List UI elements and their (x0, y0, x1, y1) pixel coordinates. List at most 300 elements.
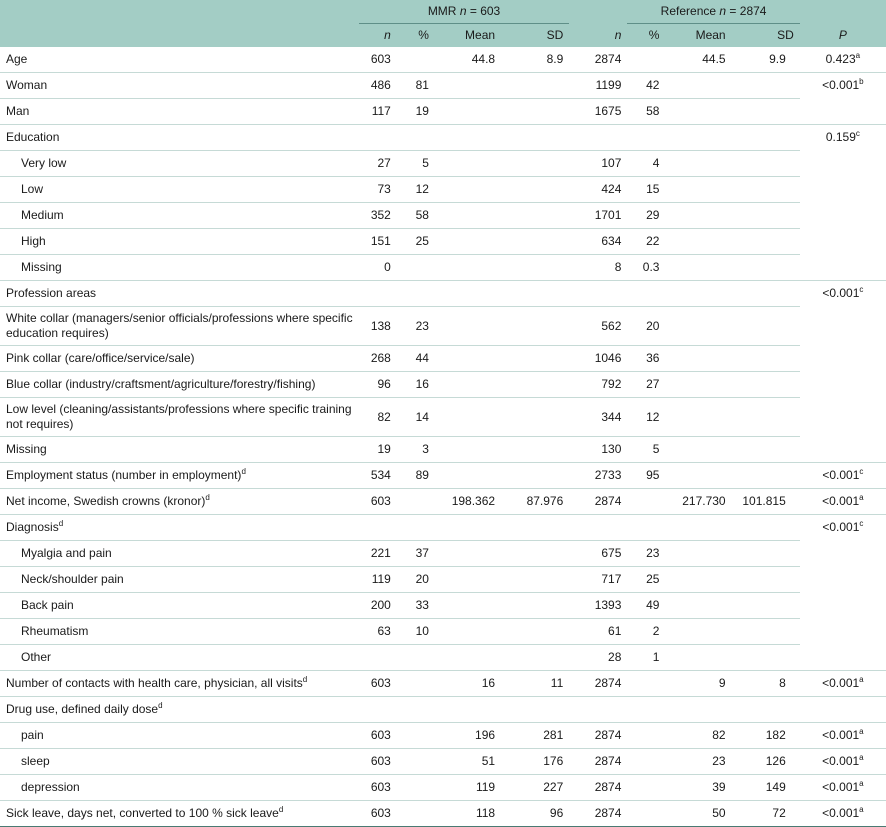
cell-mmr-pct: 23 (397, 307, 435, 346)
cell-ref-n: 1046 (569, 346, 627, 372)
cell-ref-sd (732, 151, 800, 177)
cell-ref-pct: 27 (627, 372, 665, 398)
cell-mmr-n (359, 697, 397, 723)
cell-mmr-sd: 87.976 (501, 489, 569, 515)
table-row (0, 567, 886, 593)
cell-mmr-n (359, 645, 397, 671)
row-label: Education (0, 125, 359, 151)
cell-p-value: <0.001$^a$ (800, 749, 886, 775)
cell-mmr-n: 603 (359, 671, 397, 697)
cell-mmr-sd (501, 151, 569, 177)
table-row (0, 346, 886, 372)
cell-p-value: <0.001$^c$ (822, 519, 864, 535)
cell-mmr-n: 603 (359, 801, 397, 827)
cell-ref-n: 1393 (569, 593, 627, 619)
row-label: Very low (0, 151, 359, 177)
row-label: Employment status (number in employment)$^d$ (0, 463, 359, 489)
cell-ref-mean (665, 541, 731, 567)
cell-mmr-mean: 51 (435, 749, 501, 775)
cell-ref-pct: 1 (627, 645, 665, 671)
table-row (0, 73, 886, 99)
cell-mmr-sd: 176 (501, 749, 569, 775)
cell-p-value (800, 151, 886, 177)
cell-ref-n (569, 515, 627, 541)
cell-mmr-mean (435, 229, 501, 255)
cell-ref-mean: 39 (665, 775, 731, 801)
table-row (0, 398, 886, 437)
cell-mmr-pct: 81 (397, 73, 435, 99)
cell-mmr-n: 117 (359, 99, 397, 125)
cell-mmr-sd (501, 541, 569, 567)
cell-ref-mean (665, 463, 731, 489)
table-row (0, 229, 886, 255)
cell-ref-mean: 82 (665, 723, 731, 749)
row-label: Drug use, defined daily dose$^d$ (0, 697, 359, 723)
cell-ref-n: 792 (569, 372, 627, 398)
cell-ref-n: 2733 (569, 463, 627, 489)
cell-p-value: <0.001$^c$ (800, 463, 886, 489)
cell-ref-mean (665, 73, 731, 99)
cell-ref-n: 1701 (569, 203, 627, 229)
row-label: Neck/shoulder pain (0, 567, 359, 593)
cell-ref-sd (732, 372, 800, 398)
cell-ref-mean (665, 645, 731, 671)
cell-ref-mean (665, 437, 731, 463)
row-label: Low (0, 177, 359, 203)
cell-mmr-sd (501, 229, 569, 255)
cell-mmr-mean (435, 281, 501, 307)
cell-mmr-n: 138 (359, 307, 397, 346)
row-label: sleep (0, 749, 359, 775)
cell-ref-n: 8 (569, 255, 627, 281)
row-label: Rheumatism (0, 619, 359, 645)
cell-mmr-mean: 119 (435, 775, 501, 801)
cell-mmr-mean (435, 151, 501, 177)
row-label: Woman (0, 73, 359, 99)
cell-mmr-mean: 16 (435, 671, 501, 697)
cell-ref-n: 344 (569, 398, 627, 437)
cell-mmr-pct: 58 (397, 203, 435, 229)
cell-mmr-mean (435, 346, 501, 372)
cell-mmr-pct: 19 (397, 99, 435, 125)
cell-mmr-pct: 20 (397, 567, 435, 593)
cell-p-value (800, 593, 886, 619)
cell-mmr-pct: 5 (397, 151, 435, 177)
cell-mmr-sd (501, 307, 569, 346)
cell-ref-pct: 15 (627, 177, 665, 203)
cell-mmr-n: 603 (359, 723, 397, 749)
cell-mmr-pct: 44 (397, 346, 435, 372)
table-row (0, 749, 886, 775)
cell-ref-n: 2874 (569, 489, 627, 515)
col-header-ref-mean: Mean (695, 28, 726, 42)
cell-ref-sd (732, 203, 800, 229)
cell-ref-sd (732, 541, 800, 567)
row-label: Number of contacts with health care, physician, all visits$^d$ (0, 671, 359, 697)
row-label: depression (0, 775, 359, 801)
cell-ref-n (569, 697, 627, 723)
cell-ref-mean: 9 (665, 671, 731, 697)
cell-mmr-mean (435, 437, 501, 463)
cell-mmr-n: 82 (359, 398, 397, 437)
cell-p-value: 0.159$^c$ (825, 129, 860, 145)
cell-mmr-sd (501, 99, 569, 125)
cell-mmr-n: 96 (359, 372, 397, 398)
cell-ref-n: 28 (569, 645, 627, 671)
cell-mmr-pct (397, 489, 435, 515)
cell-p-value (800, 697, 886, 723)
table-row (0, 255, 886, 281)
cell-mmr-n: 73 (359, 177, 397, 203)
cell-ref-pct: 5 (627, 437, 665, 463)
cell-mmr-sd (501, 697, 569, 723)
cell-mmr-mean (435, 307, 501, 346)
row-label: pain (0, 723, 359, 749)
cell-ref-sd (732, 645, 800, 671)
cell-mmr-pct (397, 671, 435, 697)
cell-ref-sd: 8 (732, 671, 800, 697)
cell-ref-sd (732, 697, 800, 723)
cell-ref-n: 130 (569, 437, 627, 463)
cell-ref-pct: 29 (627, 203, 665, 229)
row-label: Diagnosis$^d$ (0, 515, 359, 541)
cell-ref-mean (665, 567, 731, 593)
cell-mmr-pct: 14 (397, 398, 435, 437)
cell-ref-n: 2874 (569, 749, 627, 775)
cell-p-value: <0.001$^a$ (800, 801, 886, 827)
table-header (0, 0, 886, 47)
cell-mmr-n: 603 (359, 749, 397, 775)
col-header-p: P (838, 27, 847, 42)
cell-ref-sd (732, 229, 800, 255)
cell-ref-mean (665, 593, 731, 619)
cell-ref-pct (627, 489, 665, 515)
cell-p-value (800, 372, 886, 398)
cell-ref-pct: 49 (627, 593, 665, 619)
cell-mmr-sd (501, 372, 569, 398)
cell-ref-mean: 217.730 (665, 489, 731, 515)
cell-mmr-mean (435, 541, 501, 567)
cell-ref-n (569, 125, 627, 151)
cell-ref-pct: 4 (627, 151, 665, 177)
cell-ref-mean (665, 151, 731, 177)
cell-p-value: <0.001$^a$ (800, 671, 886, 697)
cell-mmr-mean (435, 645, 501, 671)
table-row (0, 47, 886, 73)
table-row (0, 463, 886, 489)
cell-mmr-pct: 89 (397, 463, 435, 489)
cell-ref-n: 675 (569, 541, 627, 567)
table-row (0, 177, 886, 203)
cell-ref-mean (665, 229, 731, 255)
row-label: Pink collar (care/office/service/sale) (0, 346, 359, 372)
cell-mmr-n: 151 (359, 229, 397, 255)
cell-ref-n: 2874 (569, 47, 627, 73)
cell-ref-mean (665, 281, 731, 307)
cell-ref-mean: 44.5 (665, 47, 731, 73)
cell-ref-mean (665, 619, 731, 645)
cell-ref-mean (665, 255, 731, 281)
cell-mmr-n: 603 (359, 775, 397, 801)
cell-ref-pct: 20 (627, 307, 665, 346)
cell-ref-mean (665, 372, 731, 398)
cell-ref-n: 107 (569, 151, 627, 177)
cell-ref-sd (732, 515, 800, 541)
cell-mmr-pct (397, 723, 435, 749)
cell-mmr-sd (501, 281, 569, 307)
table-row (0, 489, 886, 515)
table-row (0, 372, 886, 398)
cell-mmr-n: 486 (359, 73, 397, 99)
cell-mmr-n: 268 (359, 346, 397, 372)
cell-p-value (800, 619, 886, 645)
cell-ref-pct (627, 515, 665, 541)
cell-ref-pct (627, 697, 665, 723)
cell-mmr-sd (501, 645, 569, 671)
col-header-ref-n: n (614, 27, 622, 42)
cell-ref-sd: 72 (732, 801, 800, 827)
table-row (0, 99, 886, 125)
row-label: Blue collar (industry/craftsment/agriculture/forestry/fishing) (0, 372, 359, 398)
row-label: Net income, Swedish crowns (kronor)$^d$ (0, 489, 359, 515)
table-row (0, 541, 886, 567)
cell-ref-mean (665, 515, 731, 541)
cell-p-value: 0.423$^a$ (800, 47, 886, 73)
cell-mmr-n: 603 (359, 489, 397, 515)
cell-p-value (800, 541, 886, 567)
cell-ref-sd (732, 307, 800, 346)
cell-ref-mean (665, 177, 731, 203)
cell-ref-sd (732, 619, 800, 645)
cell-mmr-mean (435, 619, 501, 645)
cell-p-value (800, 645, 886, 671)
cell-ref-sd (732, 125, 800, 151)
cell-mmr-n: 27 (359, 151, 397, 177)
cell-mmr-mean (435, 125, 501, 151)
cell-mmr-mean (435, 697, 501, 723)
cell-ref-sd: 101.815 (732, 489, 800, 515)
cell-mmr-mean: 118 (435, 801, 501, 827)
col-header-ref-sd: SD (777, 28, 794, 42)
col-header-mmr-sd: SD (546, 28, 564, 42)
row-label: Low level (cleaning/assistants/professions where specific training not requires) (0, 398, 359, 437)
cell-ref-pct (627, 775, 665, 801)
cell-mmr-mean: 198.362 (435, 489, 501, 515)
cell-mmr-sd: 281 (501, 723, 569, 749)
cell-mmr-pct: 10 (397, 619, 435, 645)
cell-ref-pct (627, 723, 665, 749)
cell-mmr-pct: 12 (397, 177, 435, 203)
cell-mmr-mean (435, 463, 501, 489)
cell-ref-n: 2874 (569, 671, 627, 697)
cell-p-value (800, 398, 886, 437)
cell-mmr-pct: 3 (397, 437, 435, 463)
cell-mmr-n: 119 (359, 567, 397, 593)
cell-mmr-n: 221 (359, 541, 397, 567)
cell-mmr-sd (501, 346, 569, 372)
cell-ref-pct (627, 47, 665, 73)
cell-ref-pct (627, 125, 665, 151)
table-body (0, 47, 886, 827)
table-row (0, 151, 886, 177)
cell-ref-sd (732, 398, 800, 437)
cell-mmr-mean (435, 593, 501, 619)
row-label: Age (0, 47, 359, 73)
cell-ref-n: 61 (569, 619, 627, 645)
table-row (0, 437, 886, 463)
cell-ref-sd: 9.9 (732, 47, 800, 73)
cell-ref-n (569, 281, 627, 307)
table-row (0, 515, 886, 541)
cell-mmr-sd (501, 437, 569, 463)
cell-p-value: <0.001$^a$ (800, 489, 886, 515)
cell-ref-sd (732, 567, 800, 593)
table-row (0, 203, 886, 229)
cell-mmr-pct: 25 (397, 229, 435, 255)
cell-p-value (800, 346, 886, 372)
cell-ref-pct: 22 (627, 229, 665, 255)
cell-ref-sd (732, 437, 800, 463)
cell-p-value (800, 99, 886, 125)
table-row (0, 697, 886, 723)
row-label: Other (0, 645, 359, 671)
cell-ref-mean (665, 203, 731, 229)
cell-mmr-sd: 227 (501, 775, 569, 801)
row-label: Profession areas (0, 281, 359, 307)
cell-ref-mean (665, 398, 731, 437)
cell-ref-pct (627, 749, 665, 775)
cell-ref-sd (732, 463, 800, 489)
cell-mmr-sd (501, 619, 569, 645)
cell-ref-sd (732, 281, 800, 307)
cell-mmr-sd (501, 125, 569, 151)
cell-mmr-n: 200 (359, 593, 397, 619)
col-header-ref-pct: % (648, 28, 660, 42)
cell-mmr-pct (397, 515, 435, 541)
cell-ref-mean (665, 346, 731, 372)
cell-p-value (800, 255, 886, 281)
cell-ref-n: 2874 (569, 775, 627, 801)
cell-mmr-sd (501, 463, 569, 489)
cell-mmr-sd (501, 567, 569, 593)
cell-ref-sd (732, 99, 800, 125)
cell-ref-pct: 42 (627, 73, 665, 99)
cell-ref-mean (665, 125, 731, 151)
cell-mmr-n (359, 125, 397, 151)
cell-ref-mean: 23 (665, 749, 731, 775)
cell-ref-n: 1675 (569, 99, 627, 125)
row-label: White collar (managers/senior officials/professions where specific education requires) (0, 307, 359, 346)
cell-ref-pct: 12 (627, 398, 665, 437)
cell-mmr-mean (435, 398, 501, 437)
cell-mmr-sd (501, 73, 569, 99)
cell-mmr-mean (435, 515, 501, 541)
cell-mmr-sd: 11 (501, 671, 569, 697)
row-label: Man (0, 99, 359, 125)
row-label: Medium (0, 203, 359, 229)
cell-ref-sd: 126 (732, 749, 800, 775)
cell-mmr-n (359, 515, 397, 541)
cell-ref-sd (732, 346, 800, 372)
cell-mmr-n: 0 (359, 255, 397, 281)
col-header-mmr-n: n (384, 28, 391, 42)
cell-mmr-pct: 16 (397, 372, 435, 398)
table-row (0, 775, 886, 801)
cell-ref-n: 562 (569, 307, 627, 346)
cell-mmr-mean: 196 (435, 723, 501, 749)
row-label: Back pain (0, 593, 359, 619)
cell-mmr-pct (397, 749, 435, 775)
cell-ref-pct: 2 (627, 619, 665, 645)
cell-mmr-mean (435, 177, 501, 203)
cell-p-value (800, 567, 886, 593)
cell-mmr-mean: 44.8 (435, 47, 501, 73)
row-label: Sick leave, days net, converted to 100 % sick leave$^d$ (0, 801, 359, 827)
cell-ref-n: 2874 (569, 723, 627, 749)
table-row (0, 281, 886, 307)
cell-ref-pct: 36 (627, 346, 665, 372)
cell-mmr-mean (435, 73, 501, 99)
cell-p-value (800, 437, 886, 463)
cell-mmr-pct: 33 (397, 593, 435, 619)
row-label: Missing (0, 437, 359, 463)
cell-ref-pct: 23 (627, 541, 665, 567)
table-row (0, 619, 886, 645)
table-row (0, 125, 886, 151)
cell-mmr-n: 63 (359, 619, 397, 645)
cell-mmr-pct: 37 (397, 541, 435, 567)
cell-mmr-pct (397, 125, 435, 151)
cell-p-value (800, 229, 886, 255)
cell-mmr-n: 19 (359, 437, 397, 463)
cell-mmr-sd (501, 515, 569, 541)
cell-mmr-mean (435, 203, 501, 229)
cell-ref-n: 634 (569, 229, 627, 255)
table-row (0, 671, 886, 697)
cell-ref-mean (665, 307, 731, 346)
table-row (0, 645, 886, 671)
cell-ref-pct (627, 281, 665, 307)
cell-mmr-mean (435, 99, 501, 125)
cell-p-value (800, 177, 886, 203)
cell-mmr-n: 534 (359, 463, 397, 489)
group-header-mmr: MMR n = 603 (359, 0, 569, 24)
cell-mmr-sd (501, 177, 569, 203)
cell-mmr-pct (397, 255, 435, 281)
cell-ref-n: 2874 (569, 801, 627, 827)
cell-mmr-pct (397, 47, 435, 73)
cell-ref-sd (732, 177, 800, 203)
cell-ref-n: 424 (569, 177, 627, 203)
row-label: High (0, 229, 359, 255)
cell-p-value: <0.001$^a$ (800, 723, 886, 749)
cell-mmr-pct (397, 775, 435, 801)
cell-ref-sd (732, 73, 800, 99)
cell-p-value (800, 307, 886, 346)
header-blank (0, 0, 359, 24)
cell-ref-pct: 58 (627, 99, 665, 125)
cell-p-value: <0.001$^a$ (800, 775, 886, 801)
cell-ref-mean (665, 697, 731, 723)
cell-ref-sd (732, 255, 800, 281)
cell-mmr-n: 352 (359, 203, 397, 229)
col-header-mmr-pct: % (418, 28, 429, 42)
cell-ref-sd: 149 (732, 775, 800, 801)
cell-ref-sd (732, 593, 800, 619)
cell-ref-mean: 50 (665, 801, 731, 827)
row-label: Myalgia and pain (0, 541, 359, 567)
cell-mmr-pct (397, 281, 435, 307)
